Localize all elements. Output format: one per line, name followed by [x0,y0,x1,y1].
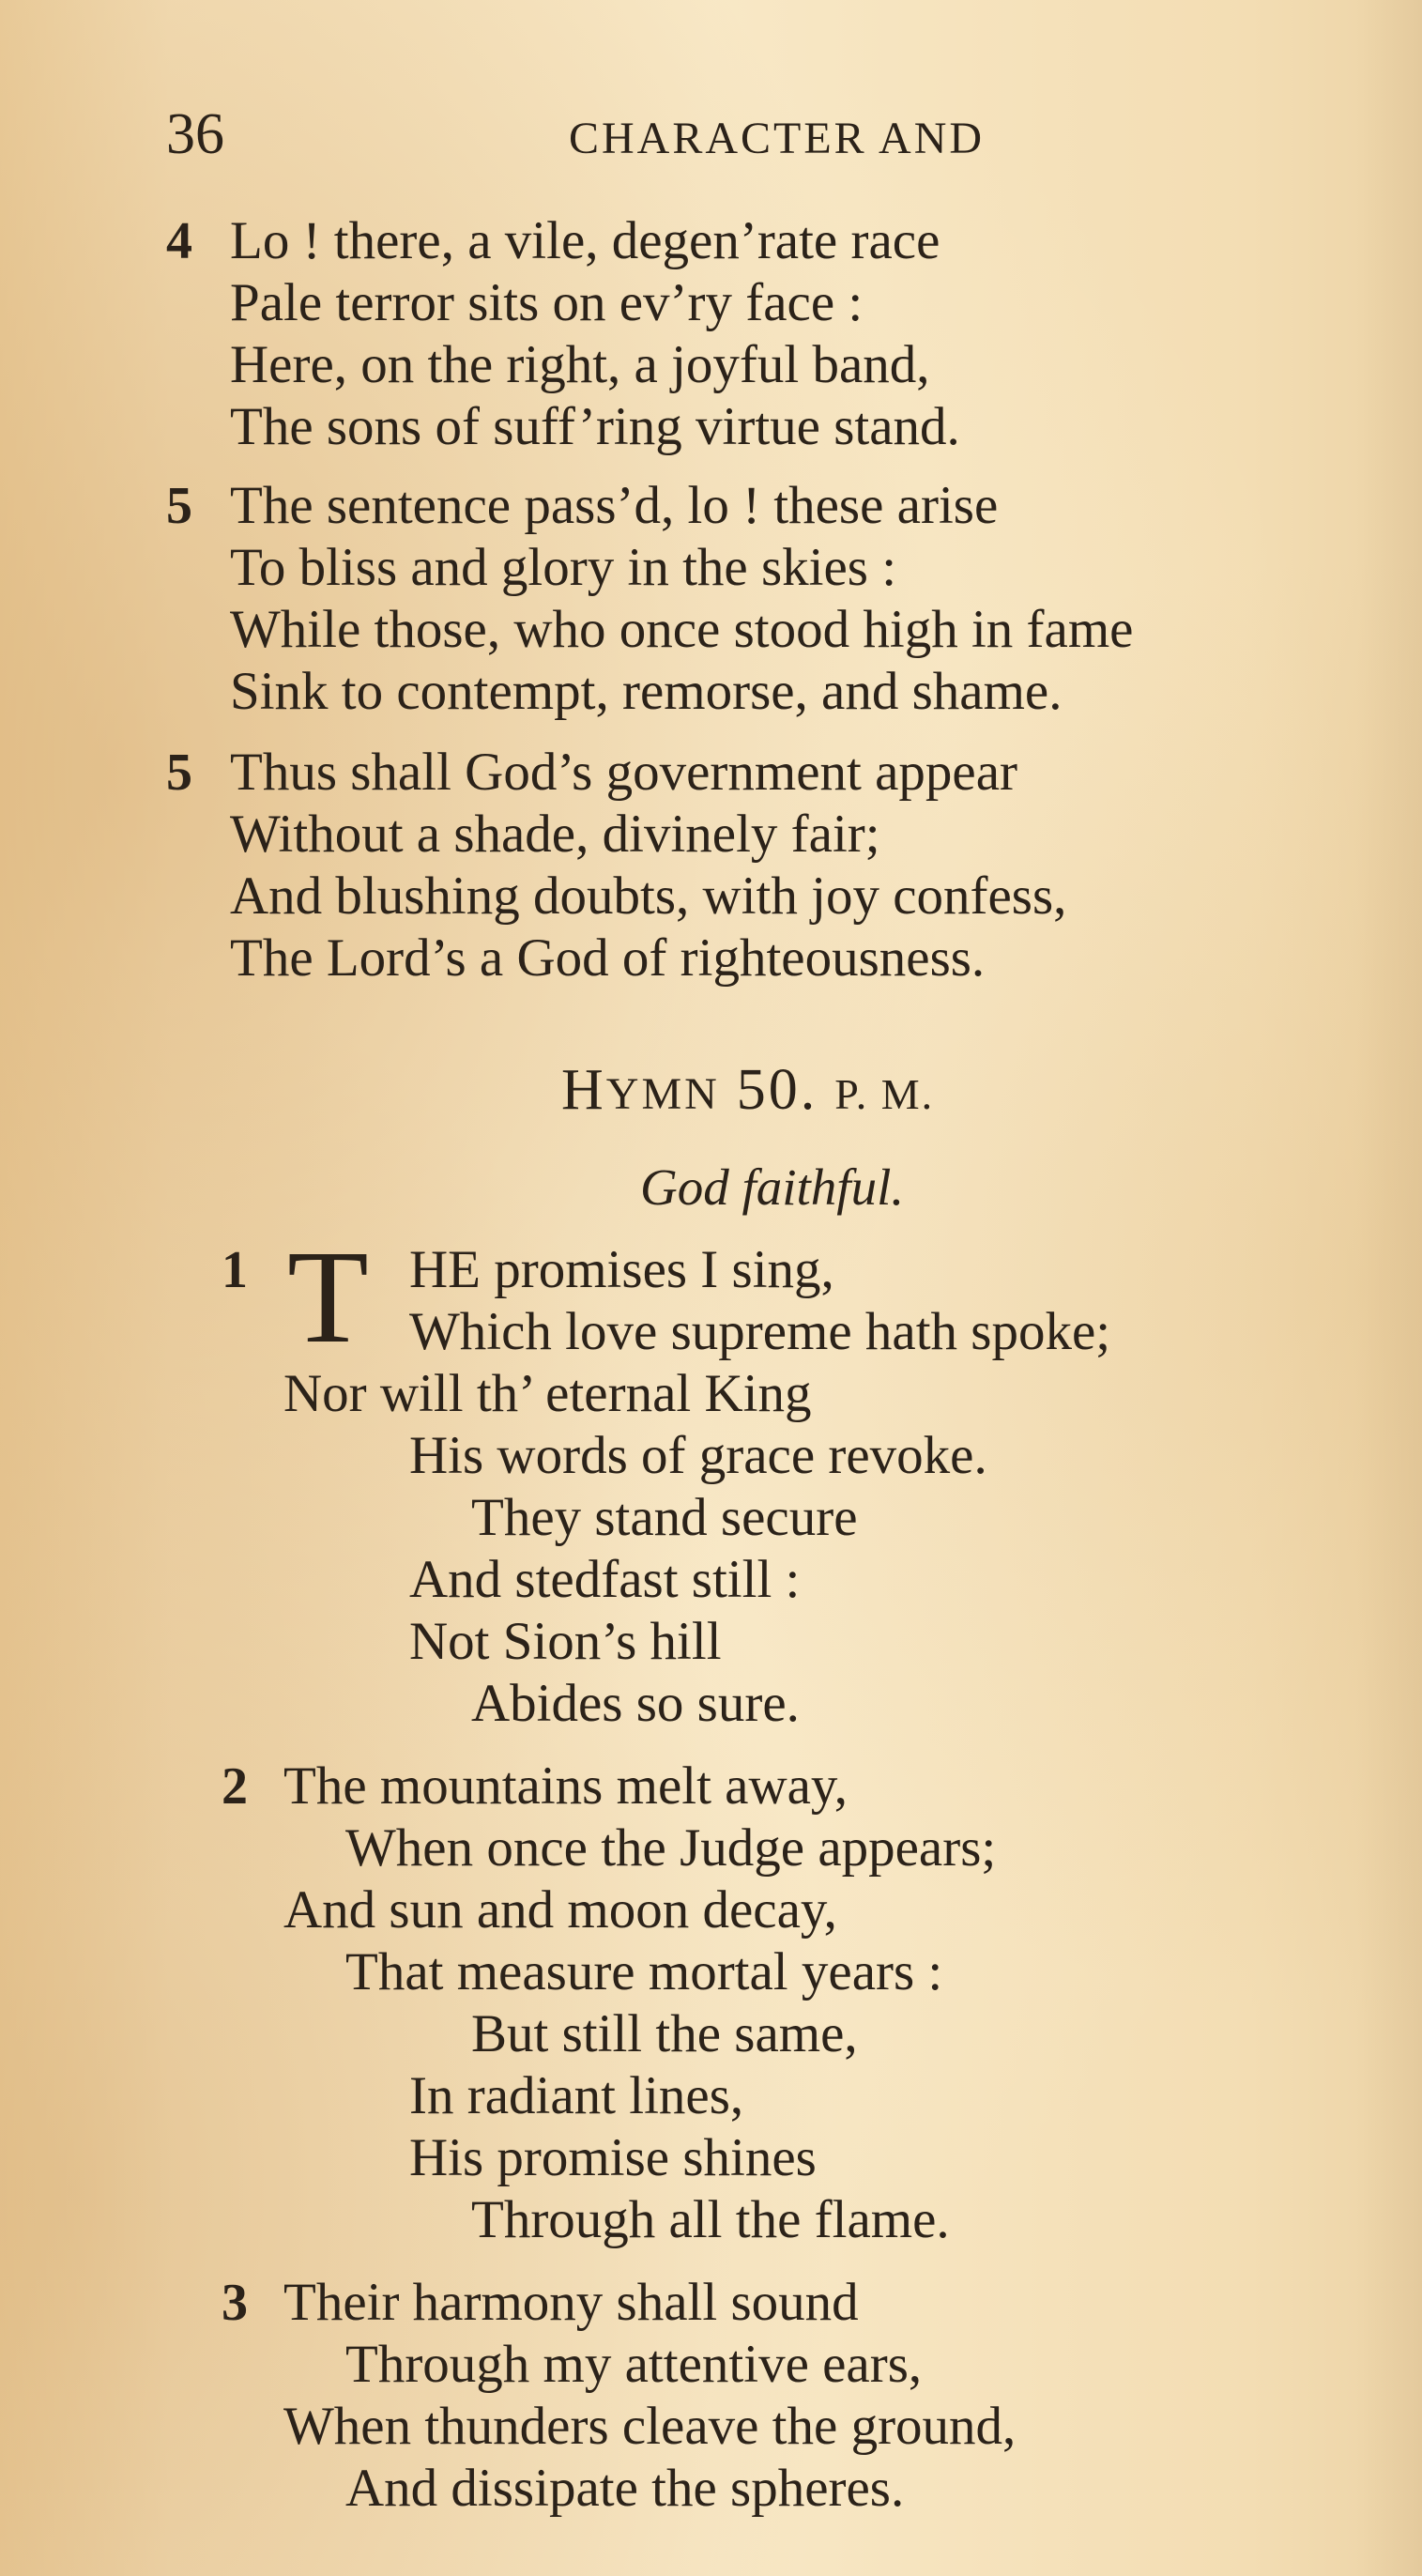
verse-line: That measure mortal years : [345,1942,943,2001]
hymn-title-initial: H [561,1058,606,1122]
stanza-number: 2 [222,1757,248,1816]
hymn-meter: P. M. [834,1070,935,1118]
verse-line: The mountains melt away, [283,1756,848,1816]
verse-line: And stedfast still : [409,1550,801,1609]
verse-line: Here, on the right, a joyful band, [230,335,930,394]
verse-line: Through my attentive ears, [345,2335,923,2394]
verse-line: Not Sion’s hill [409,1612,722,1671]
verse-line: In radiant lines, [409,2066,744,2125]
verse-line: While those, who once stood high in fame [230,600,1134,659]
verse-line: When once the Judge appears; [345,1818,997,1878]
drop-cap: T [287,1222,369,1371]
stanza-number: 4 [166,212,192,270]
verse-line: Sink to contempt, remorse, and shame. [230,662,1063,721]
verse-line: Their harmony shall sound [283,2273,859,2332]
hymn-title [561,1057,934,1127]
verse-line: But still the same, [471,2004,858,2063]
verse-line: Pale terror sits on ev’ry face : [230,273,864,332]
verse-line: The Lord’s a God of righteousness. [230,928,986,988]
stanza-number: 5 [166,477,192,535]
verse-line: And dissipate the spheres. [345,2459,905,2518]
verse-line: HE promises I sing, [409,1240,834,1299]
verse-line: Thus shall God’s government appear [230,743,1017,802]
verse-line: When thunders cleave the ground, [283,2397,1017,2456]
verse-line: Nor will th’ eternal King [283,1364,812,1423]
running-head: CHARACTER AND [569,114,986,163]
stanza-number: 1 [222,1241,248,1299]
verse-line: And blushing doubts, with joy confess, [230,866,1067,926]
verse-line: Through all the flame. [471,2190,950,2249]
stanza-number: 5 [166,744,192,802]
verse-line: His words of grace revoke. [409,1426,987,1485]
verse-line: Lo ! there, a vile, degen’rate race [230,211,940,270]
verse-line: To bliss and glory in the skies : [230,538,897,597]
verse-line: His promise shines [409,2128,817,2187]
verse-line: The sons of suff’ring virtue stand. [230,397,960,456]
verse-line: Which love supreme hath spoke; [409,1302,1111,1361]
page-edge-shadow [1356,0,1422,2576]
verse-line: And sun and moon decay, [283,1880,837,1940]
verse-line: They stand secure [471,1488,858,1547]
verse-line: Abides so sure. [471,1674,800,1733]
page-number: 36 [166,102,224,166]
hymn-subtitle: God faithful. [640,1158,905,1216]
verse-line: Without a shade, divinely fair; [230,805,880,864]
stanza-number: 3 [222,2274,248,2332]
hymn-number: 50. [736,1058,818,1122]
verse-line: The sentence pass’d, lo ! these arise [230,476,999,535]
hymn-title-word: YMN [605,1069,720,1119]
